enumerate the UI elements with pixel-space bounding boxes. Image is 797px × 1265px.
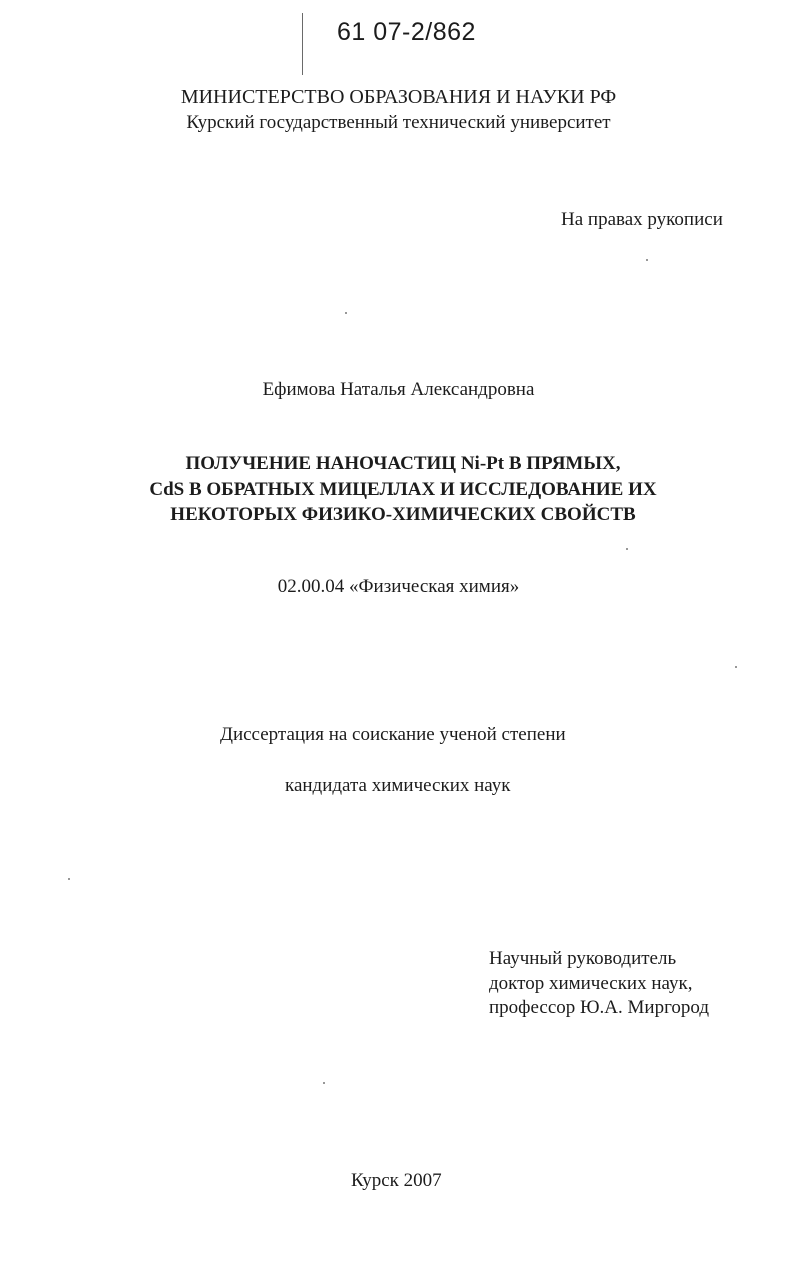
stamp-margin-line — [302, 13, 303, 75]
university-name: Курский государственный технический университет — [186, 112, 611, 133]
author-name: Ефимова Наталья Александровна — [262, 379, 535, 400]
scan-speck — [345, 312, 347, 314]
supervisor-role: Научный руководитель — [489, 948, 677, 969]
manuscript-rights-note: На правах рукописи — [561, 209, 723, 230]
scan-speck — [68, 878, 70, 880]
academic-degree: кандидата химических наук — [285, 775, 511, 796]
city-year: Курск 2007 — [351, 1170, 442, 1191]
specialty-code: 02.00.04 «Физическая химия» — [277, 576, 520, 597]
title-line-1: ПОЛУЧЕНИЕ НАНОЧАСТИЦ Ni-Pt В ПРЯМЫХ, — [185, 453, 621, 474]
scan-speck — [323, 1082, 325, 1084]
supervisor-name: профессор Ю.А. Миргород — [489, 997, 710, 1018]
dissertation-type: Диссертация на соискание ученой степени — [220, 724, 566, 745]
scan-speck — [735, 666, 737, 668]
scan-speck — [626, 548, 628, 550]
title-line-3: НЕКОТОРЫХ ФИЗИКО-ХИМИЧЕСКИХ СВОЙСТВ — [170, 504, 636, 525]
scan-speck — [646, 259, 648, 261]
supervisor-degree: доктор химических наук, — [489, 973, 693, 994]
title-line-2: CdS В ОБРАТНЫХ МИЦЕЛЛАХ И ИССЛЕДОВАНИЕ ИХ — [149, 479, 657, 500]
ministry-heading: МИНИСТЕРСТВО ОБРАЗОВАНИЯ И НАУКИ РФ — [180, 86, 617, 108]
library-stamp-number: 61 07-2/862 — [337, 18, 476, 46]
